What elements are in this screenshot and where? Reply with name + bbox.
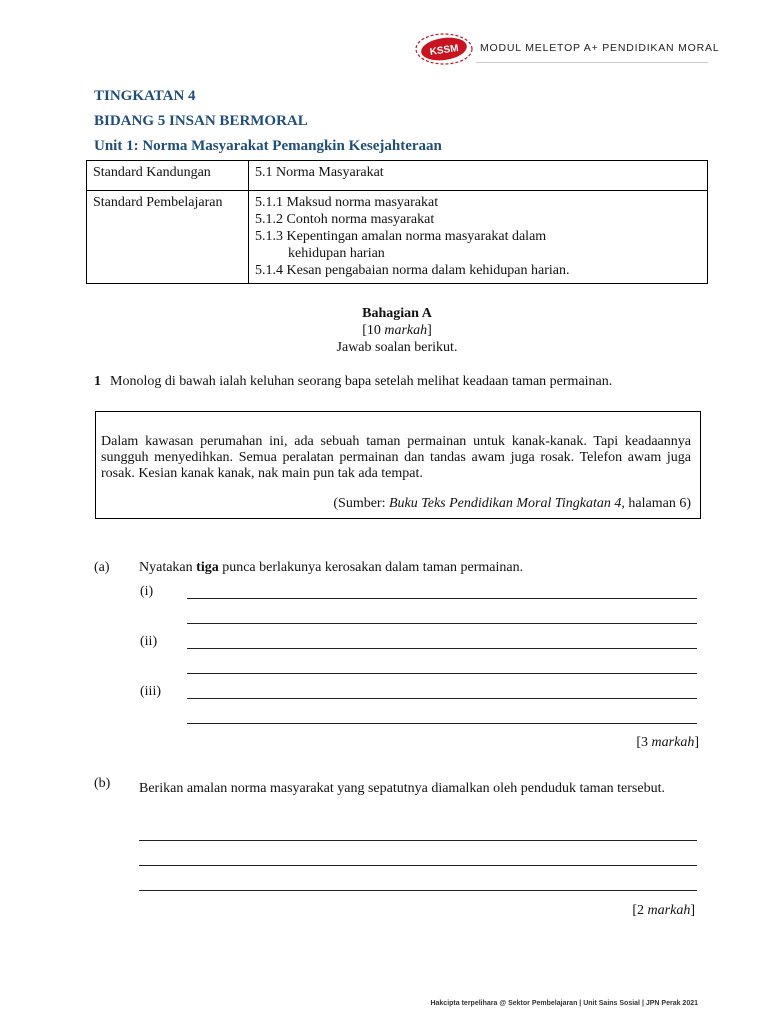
question-text: Monolog di bawah ialah keluhan seorang bapa setelah melihat keadaan taman permainan. — [110, 374, 613, 389]
answer-line[interactable] — [187, 623, 697, 624]
monologue-text: Dalam kawasan perumahan ini, ada sebuah taman permainan untuk kanak-kanak. Tapi keadaannya sungguh menyedihkan. Semua peralatan permainan dan tandas awam juga rosak. Telefon awam juga rosak. Kesian kanak kanak, nak main pun tak ada tempat. — [101, 434, 691, 481]
answer-label-iii: (iii) — [140, 684, 161, 699]
section-marks: [10 markah] — [362, 323, 432, 338]
field-heading: BIDANG 5 INSAN BERMORAL — [94, 113, 308, 129]
answer-label-i: (i) — [140, 584, 154, 599]
part-b-marks: [2 markah] — [632, 903, 695, 918]
table-cell-label: Standard Pembelajaran — [87, 191, 249, 284]
part-a-letter: (a) — [94, 560, 110, 575]
answer-line[interactable] — [187, 598, 697, 599]
header-title: MODUL MELETOP A+ PENDIDIKAN MORAL — [480, 42, 720, 54]
monologue-box — [95, 411, 701, 519]
unit-heading: Unit 1: Norma Masyarakat Pemangkin Kesejahteraan — [94, 138, 442, 154]
answer-line[interactable] — [187, 648, 697, 649]
logo-text: KSSM — [429, 43, 460, 58]
part-b-question: Berikan amalan norma masyarakat yang sepatutnya diamalkan oleh penduduk taman tersebut. — [139, 781, 665, 796]
standard-item: 5.1.4 Kesan pengabaian norma dalam kehidupan harian. — [255, 263, 570, 278]
answer-line[interactable] — [139, 865, 697, 866]
part-a-marks: [3 markah] — [636, 735, 699, 750]
part-a-question: Nyatakan tiga punca berlakunya kerosakan dalam taman permainan. — [139, 560, 524, 575]
question-number: 1 — [94, 374, 101, 389]
footer-copyright: Hakcipta terpelihara @ Sektor Pembelajaran | Unit Sains Sosial | JPN Perak 2021 — [430, 1000, 698, 1007]
header-divider — [476, 62, 708, 63]
standard-item-continuation: kehidupan harian — [288, 246, 385, 261]
answer-line[interactable] — [187, 698, 697, 699]
table-row — [87, 161, 708, 191]
table-cell-content — [249, 161, 708, 191]
section-instruction: Jawab soalan berikut. — [336, 340, 458, 355]
standard-item: 5.1 Norma Masyarakat — [255, 165, 384, 180]
form-heading: TINGKATAN 4 — [94, 88, 196, 104]
answer-line[interactable] — [187, 673, 697, 674]
standard-item: 5.1.2 Contoh norma masyarakat — [255, 212, 435, 227]
monologue-source: (Sumber: Buku Teks Pendidikan Moral Tingkatan 4, halaman 6) — [333, 496, 691, 511]
section-title: Bahagian A — [362, 306, 432, 321]
standards-table — [86, 160, 708, 284]
kssm-logo — [414, 32, 474, 66]
answer-label-ii: (ii) — [140, 634, 158, 649]
part-b-letter: (b) — [94, 776, 111, 791]
answer-line[interactable] — [187, 723, 697, 724]
answer-line[interactable] — [139, 840, 697, 841]
answer-line[interactable] — [139, 890, 697, 891]
table-cell-content — [249, 191, 708, 284]
question-1 — [94, 374, 612, 390]
standard-item: 5.1.1 Maksud norma masyarakat — [255, 195, 439, 210]
standard-item: 5.1.3 Kepentingan amalan norma masyarakat dalam — [255, 229, 547, 244]
table-row — [87, 191, 708, 284]
table-cell-label: Standard Kandungan — [87, 161, 249, 191]
